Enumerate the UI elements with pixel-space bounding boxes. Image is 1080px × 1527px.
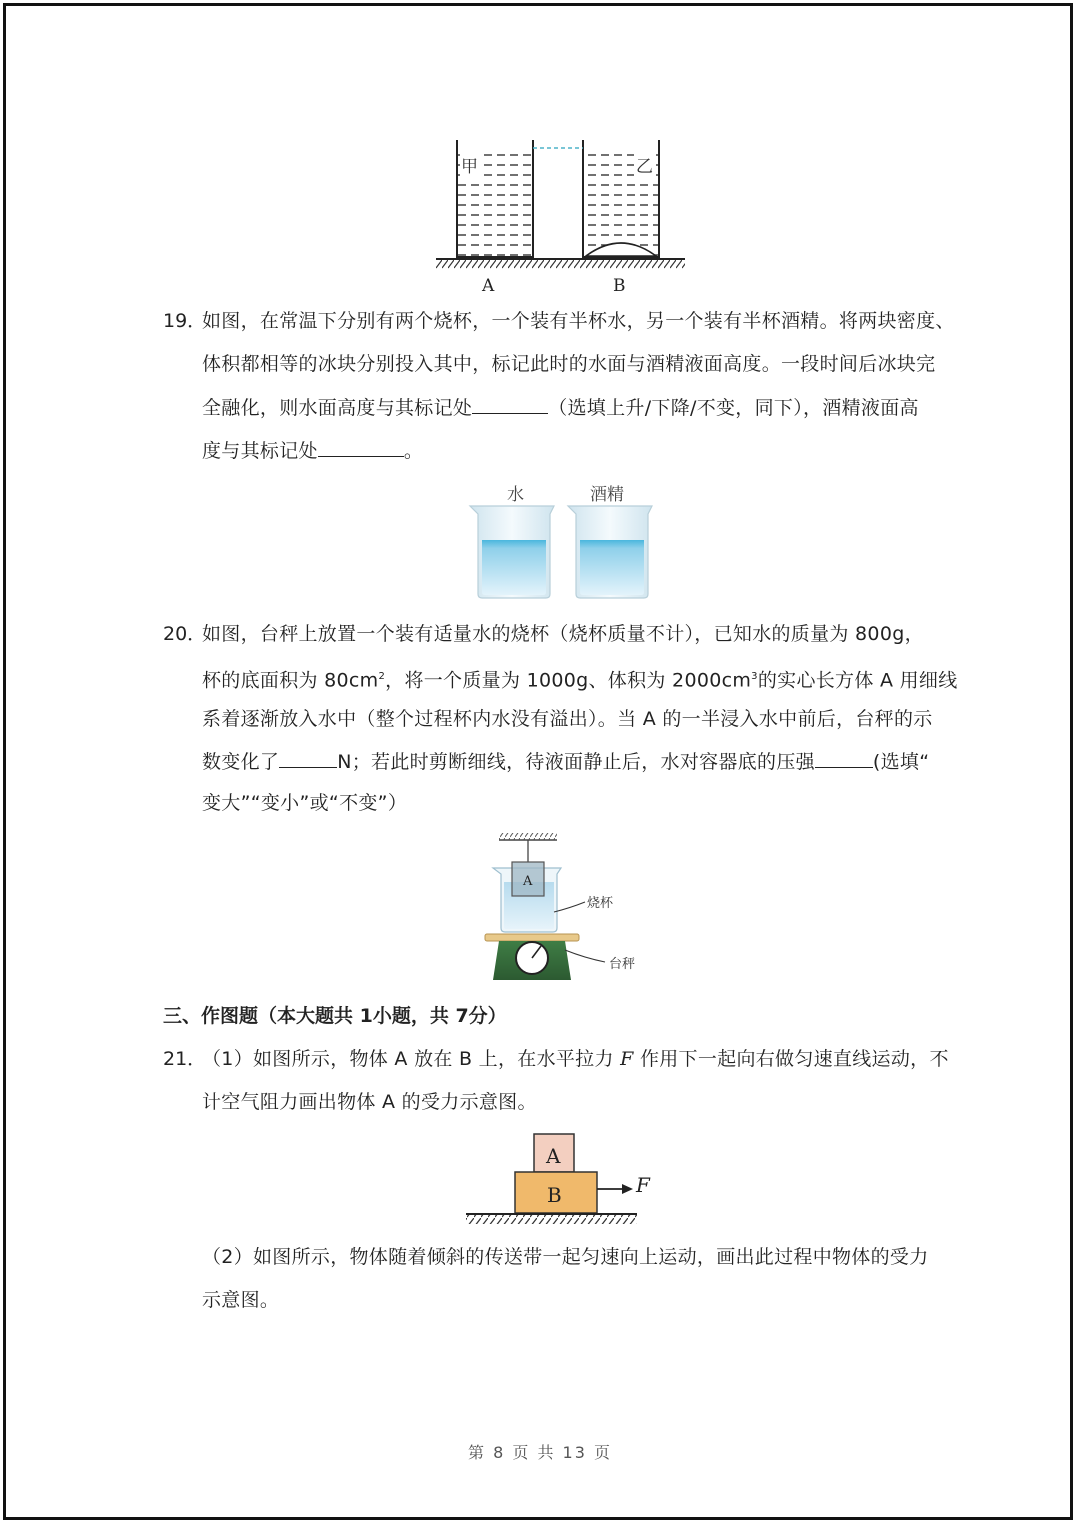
- q19-line4: [202, 438, 423, 463]
- q20-line2-b: ，将一个质量为 1000g、体积为 2000cm: [385, 669, 752, 692]
- q20-line5: 变大”“变小”或“不变”）: [202, 792, 408, 814]
- q21-line1-b: 作用下一起向右做匀速直线运动，不: [633, 1048, 949, 1070]
- q20-blank-1[interactable]: [279, 749, 337, 768]
- block-b-label: B: [547, 1183, 562, 1207]
- q19-line4-b: 。: [403, 440, 424, 462]
- q20-number: 20．: [163, 623, 207, 645]
- q19-line3-a: 全融化，则水面高度与其标记处: [202, 397, 473, 419]
- q21-line2: 计空气阻力画出物体 A 的受力示意图。: [202, 1091, 537, 1113]
- q20-line4: [202, 749, 929, 774]
- label-water: 水: [507, 485, 524, 505]
- beaker-alcohol: [568, 506, 652, 598]
- q20-line4-a: 数变化了: [202, 751, 280, 773]
- q21-part2-line1: （2）如图所示，物体随着倾斜的传送带一起匀速向上运动，画出此过程中物体的受力: [202, 1246, 929, 1268]
- section-title: 三、作图题（本大题共 1小题，共 7分）: [163, 1005, 507, 1027]
- q21-line1-a: （1）如图所示，物体 A 放在 B 上，在水平拉力: [202, 1048, 621, 1070]
- label-a: A: [482, 276, 495, 296]
- scale-plate: [485, 934, 579, 941]
- force-label: F: [636, 1173, 650, 1197]
- q20-line2: [202, 665, 958, 692]
- block-a-label: A: [546, 1144, 561, 1168]
- q20-line3: 系着逐渐放入水中（整个过程杯内水没有溢出）。当 A 的一半浸入水中前后，台秤的示: [202, 708, 933, 730]
- leader-scale: [565, 950, 605, 962]
- ground-hatch: [436, 260, 685, 269]
- q19-blank-1[interactable]: [472, 395, 548, 414]
- figure-blocks: [460, 1128, 670, 1228]
- label-scale: 台秤: [609, 957, 636, 972]
- q20-line4-b: N；若此时剪断细线，待液面静止后，水对容器底的压强: [337, 751, 815, 773]
- q19-line2: 体积都相等的冰块分别投入其中，标记此时的水面与酒精液面高度。一段时间后冰块完: [202, 353, 936, 375]
- label-jia: 甲: [461, 157, 478, 177]
- label-beaker: 烧杯: [587, 896, 614, 911]
- label-alcohol: 酒精: [590, 485, 624, 505]
- q21-line1: [202, 1047, 949, 1071]
- figure-two-containers: [430, 130, 695, 300]
- q20-line2-c: 的实心长方体 A 用细线: [757, 669, 958, 692]
- beaker-water: [470, 506, 554, 598]
- q20-line2-a: 杯的底面积为 80cm: [202, 669, 379, 692]
- q20-blank-2[interactable]: [815, 749, 873, 768]
- ground-hatch: [466, 1215, 637, 1224]
- block-a-label: A: [523, 874, 533, 889]
- q19-blank-2[interactable]: [318, 438, 404, 457]
- q19-line4-a: 度与其标记处: [202, 440, 318, 462]
- label-b: B: [613, 276, 626, 296]
- q19-line3: [202, 395, 919, 420]
- q19-number: 19．: [163, 310, 207, 332]
- q21-part2-line2: 示意图。: [202, 1289, 280, 1311]
- page-footer: 第 8 页 共 13 页: [468, 1443, 612, 1462]
- ceiling-hatch: [499, 833, 557, 840]
- label-yi: 乙: [636, 157, 653, 177]
- q21-number: 21．: [163, 1048, 207, 1070]
- q20-sup-area: 2: [378, 671, 386, 682]
- q21-force-f: F: [620, 1048, 634, 1070]
- q20-line4-c: (选填“: [872, 751, 930, 773]
- leader-beaker: [554, 902, 585, 912]
- q20-line1: 如图，台秤上放置一个装有适量水的烧杯（烧杯质量不计），已知水的质量为 800g，: [202, 623, 924, 645]
- q20-sup-volume: 3: [751, 671, 758, 682]
- figure-scale: [475, 830, 655, 985]
- q19-line3-b: （选填上升/下降/不变，同下），酒精液面高: [548, 397, 919, 419]
- q19-line1: 如图，在常温下分别有两个烧杯，一个装有半杯水，另一个装有半杯酒精。将两块密度、: [202, 310, 955, 332]
- force-arrowhead: [622, 1184, 633, 1194]
- figure-beakers: [460, 478, 660, 603]
